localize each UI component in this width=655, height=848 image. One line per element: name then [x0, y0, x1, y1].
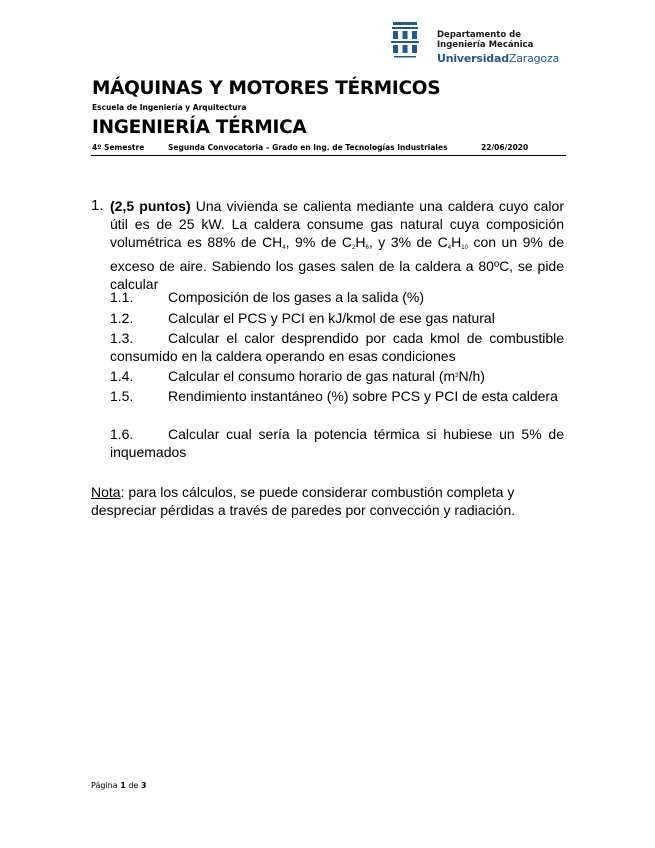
page-footer — [91, 781, 146, 790]
university-crest-icon — [388, 20, 422, 60]
item-number: 1.1. — [110, 289, 134, 305]
statement-text-c: H — [355, 234, 366, 250]
subject-title: INGENIERÍA TÉRMICA — [92, 117, 307, 138]
exam-call-label: Segunda Convocatoria – Grado en Ing. de Tecnologías Industriales — [168, 143, 448, 152]
item-number: 1.3. — [110, 330, 134, 346]
university-name-bold: Universidad — [437, 52, 509, 65]
university-name-rest: Zaragoza — [508, 52, 560, 65]
item-number: 1.5. — [110, 388, 134, 404]
item-number: 1.4. — [110, 368, 134, 384]
list-item — [110, 425, 564, 461]
department-line-2: Ingeniería Mecánica — [437, 40, 534, 50]
header-divider — [91, 155, 566, 156]
statement-text-a: Una vivienda se calienta mediante una caldera cuyo calor útil es de 25 kW. La caldera consume gas natural cuya composición volumétrica es 88% de CH — [110, 198, 564, 250]
department-name — [437, 30, 533, 50]
item-number: 1.6. — [110, 426, 134, 442]
h6-subscript: 6 — [365, 245, 369, 251]
semester-label: 4º Semestre — [92, 143, 145, 152]
list-item — [110, 288, 564, 306]
item-text: Calcular el consumo horario de gas natural (m — [168, 368, 456, 384]
list-item — [110, 329, 564, 365]
item-text: Calcular cual sería la potencia térmica si hubiese un 5% de inquemados — [110, 426, 564, 460]
c4-subscript: 4 — [447, 245, 452, 251]
list-item — [110, 367, 564, 385]
item-text: Calcular el calor desprendido por cada kmol de combustible consumido en la caldera operando en esas condiciones — [110, 330, 564, 364]
question-statement — [110, 197, 564, 293]
question-points: (2,5 puntos) — [110, 198, 191, 214]
course-title: MÁQUINAS Y MOTORES TÉRMICOS — [92, 78, 441, 99]
department-line-1: Departamento de — [437, 30, 522, 40]
exam-date: 22/06/2020 — [481, 143, 529, 152]
statement-text-d: , y 3% de C — [368, 234, 448, 250]
statement-text-b: , 9% de C — [285, 234, 353, 250]
school-name: Escuela de Ingeniería y Arquitectura — [92, 103, 247, 112]
list-item — [110, 387, 564, 405]
question-number: 1. — [91, 197, 104, 214]
item-text: Rendimiento instantáneo (%) sobre PCS y PCI de esta caldera — [168, 388, 558, 404]
item-text: Calcular el PCS y PCI en kJ/kmol de ese gas natural — [168, 310, 495, 326]
total-pages: 3 — [140, 781, 147, 790]
item-number: 1.2. — [110, 310, 134, 326]
ch4-subscript: 4 — [282, 245, 286, 251]
h10-subscript: 10 — [461, 245, 468, 251]
of-word: de — [128, 781, 139, 790]
statement-text-f: con un 9% de exceso de aire. Sabiendo los gases salen de la caldera a 80ºC, se pide calcular — [110, 234, 564, 292]
item-superscript: 3 — [455, 373, 459, 379]
note-text: : para los cálculos, se puede considerar combustión completa y despreciar pérdidas a través de paredes por convección y radiación. — [91, 484, 516, 518]
note-paragraph — [91, 483, 564, 519]
page-word: Página — [91, 781, 118, 790]
c2-subscript: 2 — [352, 245, 356, 251]
list-item — [110, 309, 564, 327]
item-text: Composición de los gases a la salida (%) — [168, 289, 425, 305]
item-text-end: N/h) — [458, 368, 485, 384]
university-name — [437, 53, 559, 65]
statement-text-e: H — [451, 234, 462, 250]
note-label: Nota — [91, 484, 121, 500]
current-page: 1 — [120, 781, 126, 790]
